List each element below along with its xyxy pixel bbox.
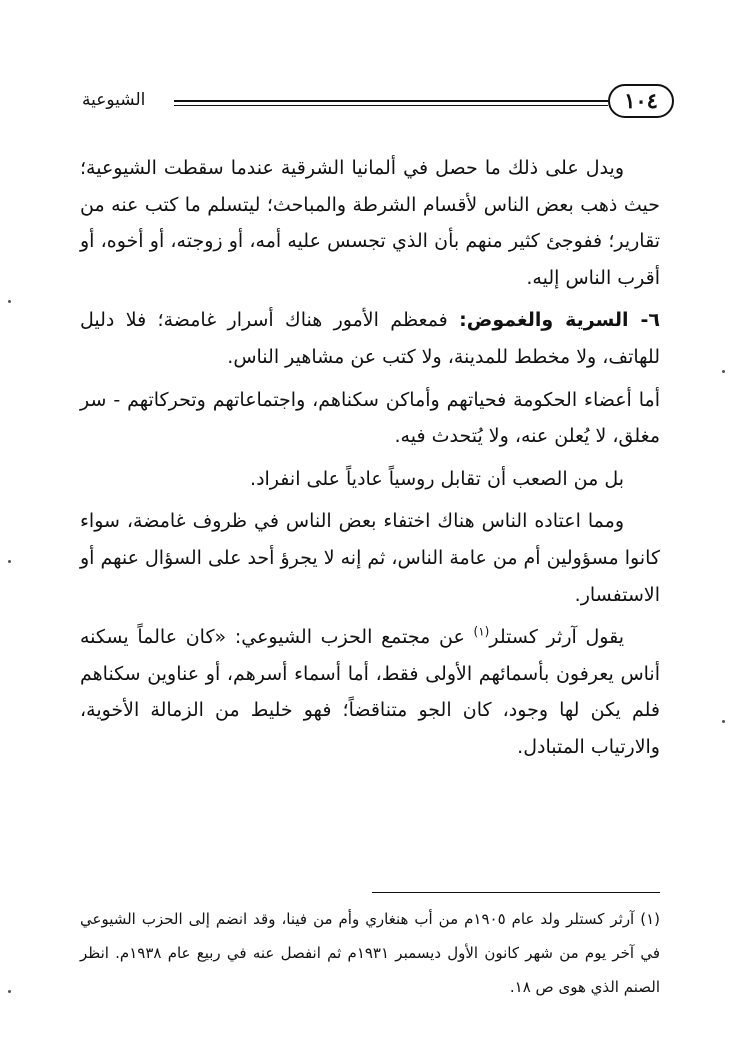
paragraph bbox=[80, 150, 660, 296]
margin-mark bbox=[8, 990, 11, 993]
section-heading: ٦- السرية والغموض: bbox=[459, 309, 661, 332]
paragraph bbox=[80, 619, 660, 765]
margin-mark bbox=[8, 300, 11, 303]
header-rule-thin bbox=[174, 105, 608, 106]
footnote: (١) آرثر كستلر ولد عام ١٩٠٥م من أب هنغاري وأم من فينا، وقد انضم إلى الحزب الشيوعي في آخر يوم من شهر كانون الأول ديسمبر ١٩٣١م ثم انفصل عنه في ربيع عام ١٩٣٨م. انظر الصنم الذي هوى ص ١٨. bbox=[80, 910, 661, 996]
page-number: ١٠٤ bbox=[608, 84, 674, 118]
paragraph-text: أما أعضاء الحكومة فحياتهم وأماكن سكناهم، واجتماعاتهم وتحركاتهم - سر مغلق، لا يُعلن عنه، ولا يُتحدث فيه. bbox=[80, 388, 660, 448]
paragraph-text: فمعظم الأمور هناك أسرار غامضة؛ فلا دليل للهاتف، ولا مخطط للمدينة، ولا كتب عن مشاهير الناس. bbox=[80, 309, 660, 368]
margin-mark bbox=[8, 560, 11, 563]
paragraph-text: عن مجتمع الحزب الشيوعي: «كان عالماً يسكنه أناس يعرفون بأسمائهم الأولى فقط، أما أسماء أسرهم، أو عناوين سكناهم فلم يكن لها وجود، كان الجو متناقضاً؛ فهو خليط من الزمالة الأخوية، والارتياب المتبادل. bbox=[80, 626, 660, 758]
paragraph bbox=[80, 503, 660, 613]
paragraph-text: بل من الصعب أن تقابل روسياً عادياً على انفراد. bbox=[250, 467, 624, 490]
margin-mark bbox=[722, 720, 725, 723]
margin-mark bbox=[722, 370, 725, 373]
paragraph-text: ويدل على ذلك ما حصل في ألمانيا الشرقية عندما سقطت الشيوعية؛ حيث ذهب بعض الناس لأقسام الشرطة والمباحث؛ ليتسلم ما كتب عنه من تقارير؛ ففوجئ كثير منهم بأن الذي تجسس عليه أمه، أو زوجته، أو أخوه، أو أقرب الناس إليه. bbox=[80, 157, 660, 289]
paragraph bbox=[80, 461, 660, 498]
body-text bbox=[80, 150, 660, 772]
paragraph bbox=[80, 302, 660, 375]
paragraph-text: ومما اعتاده الناس هناك اختفاء بعض الناس في ظروف غامضة، سواء كانوا مسؤولين أم من عامة الناس، ثم إنه لا يجرؤ أحد على السؤال عنهم أو الاستفسار. bbox=[79, 510, 660, 606]
paragraph bbox=[80, 382, 660, 455]
page-header bbox=[82, 84, 674, 124]
running-title: الشيوعية bbox=[82, 90, 146, 110]
footnote-separator bbox=[372, 892, 660, 893]
header-rule bbox=[174, 100, 608, 102]
paragraph-text: يقول آرثر كستلر bbox=[489, 626, 624, 649]
footnote-reference[interactable]: (١) bbox=[473, 624, 490, 639]
